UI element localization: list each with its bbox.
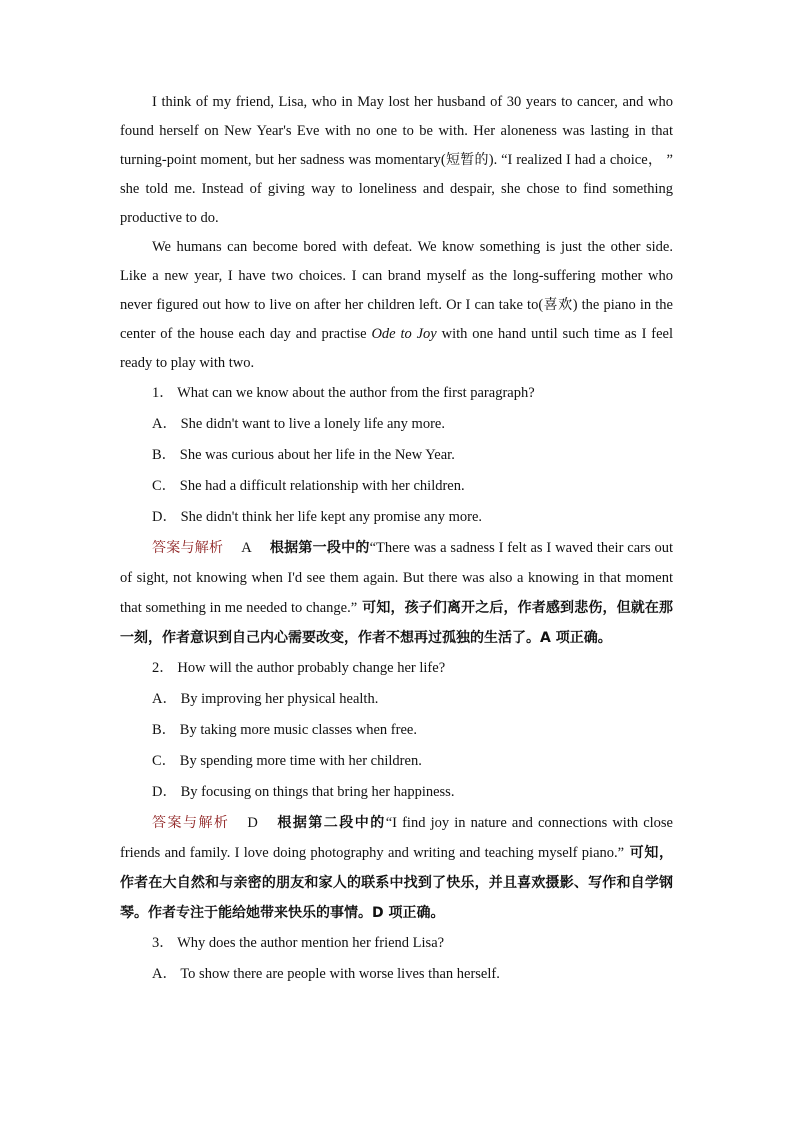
question-1-option-a: A． She didn't want to live a lonely life any more.	[152, 416, 445, 432]
answer-quote: “I find joy in nature and connections with close friends and family. I love doing photography and writing and teaching myself piano.”	[120, 815, 673, 861]
passage-text: ) the piano in the center of the house each day and practise	[120, 297, 673, 342]
question-2-option-a: A． By improving her physical health.	[152, 691, 379, 707]
passage-text: We humans can become bored with defeat. We know something is just the other side. Like a new year, I have two choices. I can brand myself as the long-suffering mother who never figured out how to live on after her children left. Or I can take to(	[120, 239, 673, 313]
question-2: 2． How will the author probably change her life?	[152, 660, 446, 676]
question-1-option-b: B． She was curious about her life in the New Year.	[152, 447, 455, 463]
question-2-option-d: D． By focusing on things that bring her happiness.	[152, 784, 455, 800]
answer-explain: 可知，作者在大自然和与亲密的朋友和家人的联系中找到了快乐，并且喜欢摄影、写作和自学钢琴。作者专注于能给她带来快乐的事情。D 项正确。	[120, 845, 673, 921]
answer-explanation-1	[120, 533, 673, 653]
document-body	[120, 88, 673, 990]
passage-paragraph-2	[120, 233, 673, 378]
answer-explanation-2	[120, 808, 673, 928]
question-2-option-b: B． By taking more music classes when free.	[152, 722, 417, 738]
question-3-option-a: A． To show there are people with worse lives than herself.	[152, 966, 500, 982]
answer-quote: “There was a sadness I felt as I waved their cars out of sight, not knowing when I'd see them again. But there was also a knowing in that moment that something in me needed to change.”	[120, 540, 673, 616]
answer-explain: 可知，孩子们离开之后，作者感到悲伤，但就在那一刻，作者意识到自己内心需要改变，作者不想再过孤独的生活了。A 项正确。	[120, 600, 674, 646]
question-1-option-c: C． She had a difficult relationship with her children.	[152, 478, 465, 494]
answer-letter: A	[241, 540, 252, 556]
chinese-gloss: 短暂的	[445, 152, 489, 168]
passage-text: ). “I realized I had a choice， ” she told me. Instead of giving way to loneliness and despair, she chose to find something productive to do.	[120, 152, 673, 226]
passage-text: with one hand until such time as I feel ready to play with two.	[120, 326, 673, 371]
question-1: 1． What can we know about the author from the first paragraph?	[152, 385, 535, 401]
passage-text: I think of my friend, Lisa, who in May lost her husband of 30 years to cancer, and who found herself on New Year's Eve with no one to be with. Her aloneness was lasting in that turning-point moment, but her sadness was momentary(	[120, 94, 673, 168]
question-1-option-d: D． She didn't think her life kept any promise any more.	[152, 509, 483, 525]
answer-lead: 根据第一段中的	[269, 540, 370, 556]
answer-letter: D	[247, 815, 258, 831]
passage-paragraph-1	[120, 88, 673, 233]
answer-label: 答案与解析	[152, 815, 230, 831]
question-3: 3． Why does the author mention her friend Lisa?	[152, 935, 445, 951]
chinese-gloss: 喜欢	[543, 297, 573, 313]
question-2-option-c: C． By spending more time with her children.	[152, 753, 422, 769]
song-title: Ode to Joy	[371, 326, 437, 342]
answer-lead: 根据第二段中的	[275, 815, 386, 831]
answer-label: 答案与解析	[152, 540, 224, 556]
